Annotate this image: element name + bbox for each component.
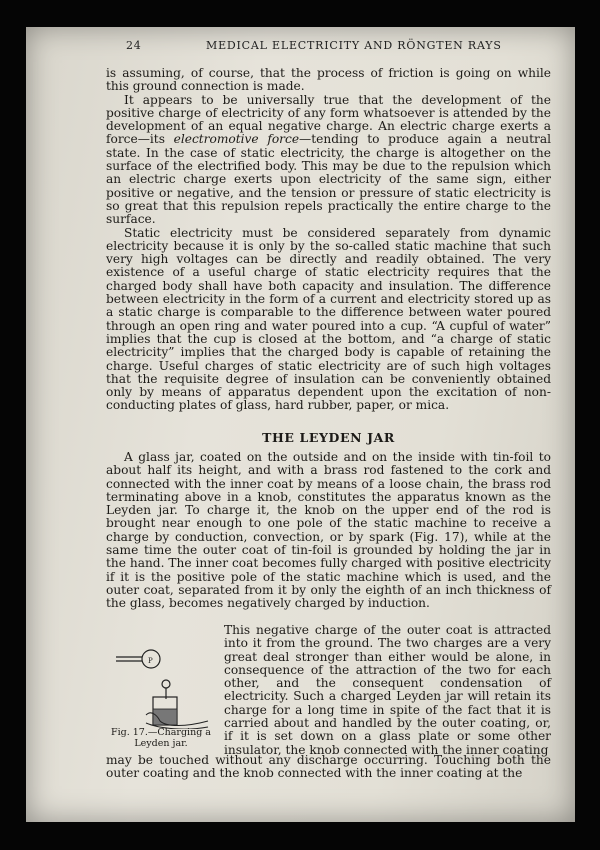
pole-label: P [148, 657, 153, 665]
paragraph-continuation: is assuming, of course, that the process of friction is going on while this ground connection is made. [106, 66, 551, 94]
paragraph-leyden-jar: A glass jar, coated on the outside and on the inside with tin-foil to about half its height, and with a brass rod fastened to the cork and connected with the inner coat by means of a loose chain, the brass rod terminating above in a knob, constitutes the apparatus known as the Leyden jar. To charge it, the knob on the upper end of the rod is brought near enough to one pole of the static machine to receive a charge by conduction, convection, or by spark (Fig. 17), while at the same time the outer coat of tin-foil is grounded by holding the jar in the hand. The inner coat becomes fully charged with positive electricity if it is the positive pole of the static machine which is used, and the outer coat, separated from it by only the eighth of an inch thickness of the glass, becomes negatively charged by induction. [106, 450, 551, 611]
running-title: MEDICAL ELECTRICITY AND RÖNGTEN RAYS [206, 39, 502, 52]
paragraph-static-electricity: Static electricity must be considered separately from dynamic electricity because it is only by the so-called static machine that such very high voltages can be directly and readily obtained. The very existence of a useful charge of static electricity requires that the charged body shall have both capacity and insulation. The difference between electricity in the form of a current and electricity stored up as a static charge is comparable to the difference between water poured through an open ring and water poured into a cup. “A cupful of water” implies that the cup is closed at the bottom, and “a charge of static electricity” implies that the charged body is capable of retaining the charge. Useful charges of static electricity are of such high voltages that the requisite degree of insulation can be conveniently obtained only by means of apparatus dependent upon the excitation of non-conducting plates of glass, hard rubber, paper, or mica. [106, 225, 551, 413]
book-page [26, 27, 575, 822]
emphasis-term: electromotive force [173, 132, 300, 147]
intro-text [106, 67, 551, 413]
leyden-jar-illustration [106, 639, 216, 729]
section-heading: THE LEYDEN JAR [262, 430, 395, 445]
page-number: 24 [126, 39, 142, 52]
paragraph-tail: may be touched without any discharge occurring. Touching both the outer coating and the knob connected with the inner coating at the [106, 753, 551, 781]
leyden-text [106, 451, 551, 611]
paragraph-charge: It appears to be universally true that the development of the positive charge of electricity of any form whatsoever is attended by the development of an equal negative charge. An electric charge exerts a force—its electromotive force—tending to produce again a neutral state. In the case of static electricity, the charge is altogether on the surface of the electrified body. This may be due to the repulsion which an electric charge exerts upon electricity of the same sign, either positive or negative, and the tension or pressure of static electricity is so great that this repulsion repels practically the entire charge to the surface. [106, 92, 552, 227]
paragraph-beside-figure: This negative charge of the outer coat is attracted into it from the ground. The two charges are a very great deal stronger than either would be alone, in consequence of the attraction of the two for each other, and the consequent condensation of electricity. Such a charged Leyden jar will retain its charge for a long time in spite of the fact that it is carried about and handled by the outer coating, or, if it is set down on a glass plate or some other insulator, the knob connected with the inner coating [224, 623, 551, 757]
figure-caption: Fig. 17.—Charging a Leyden jar. [111, 727, 211, 749]
